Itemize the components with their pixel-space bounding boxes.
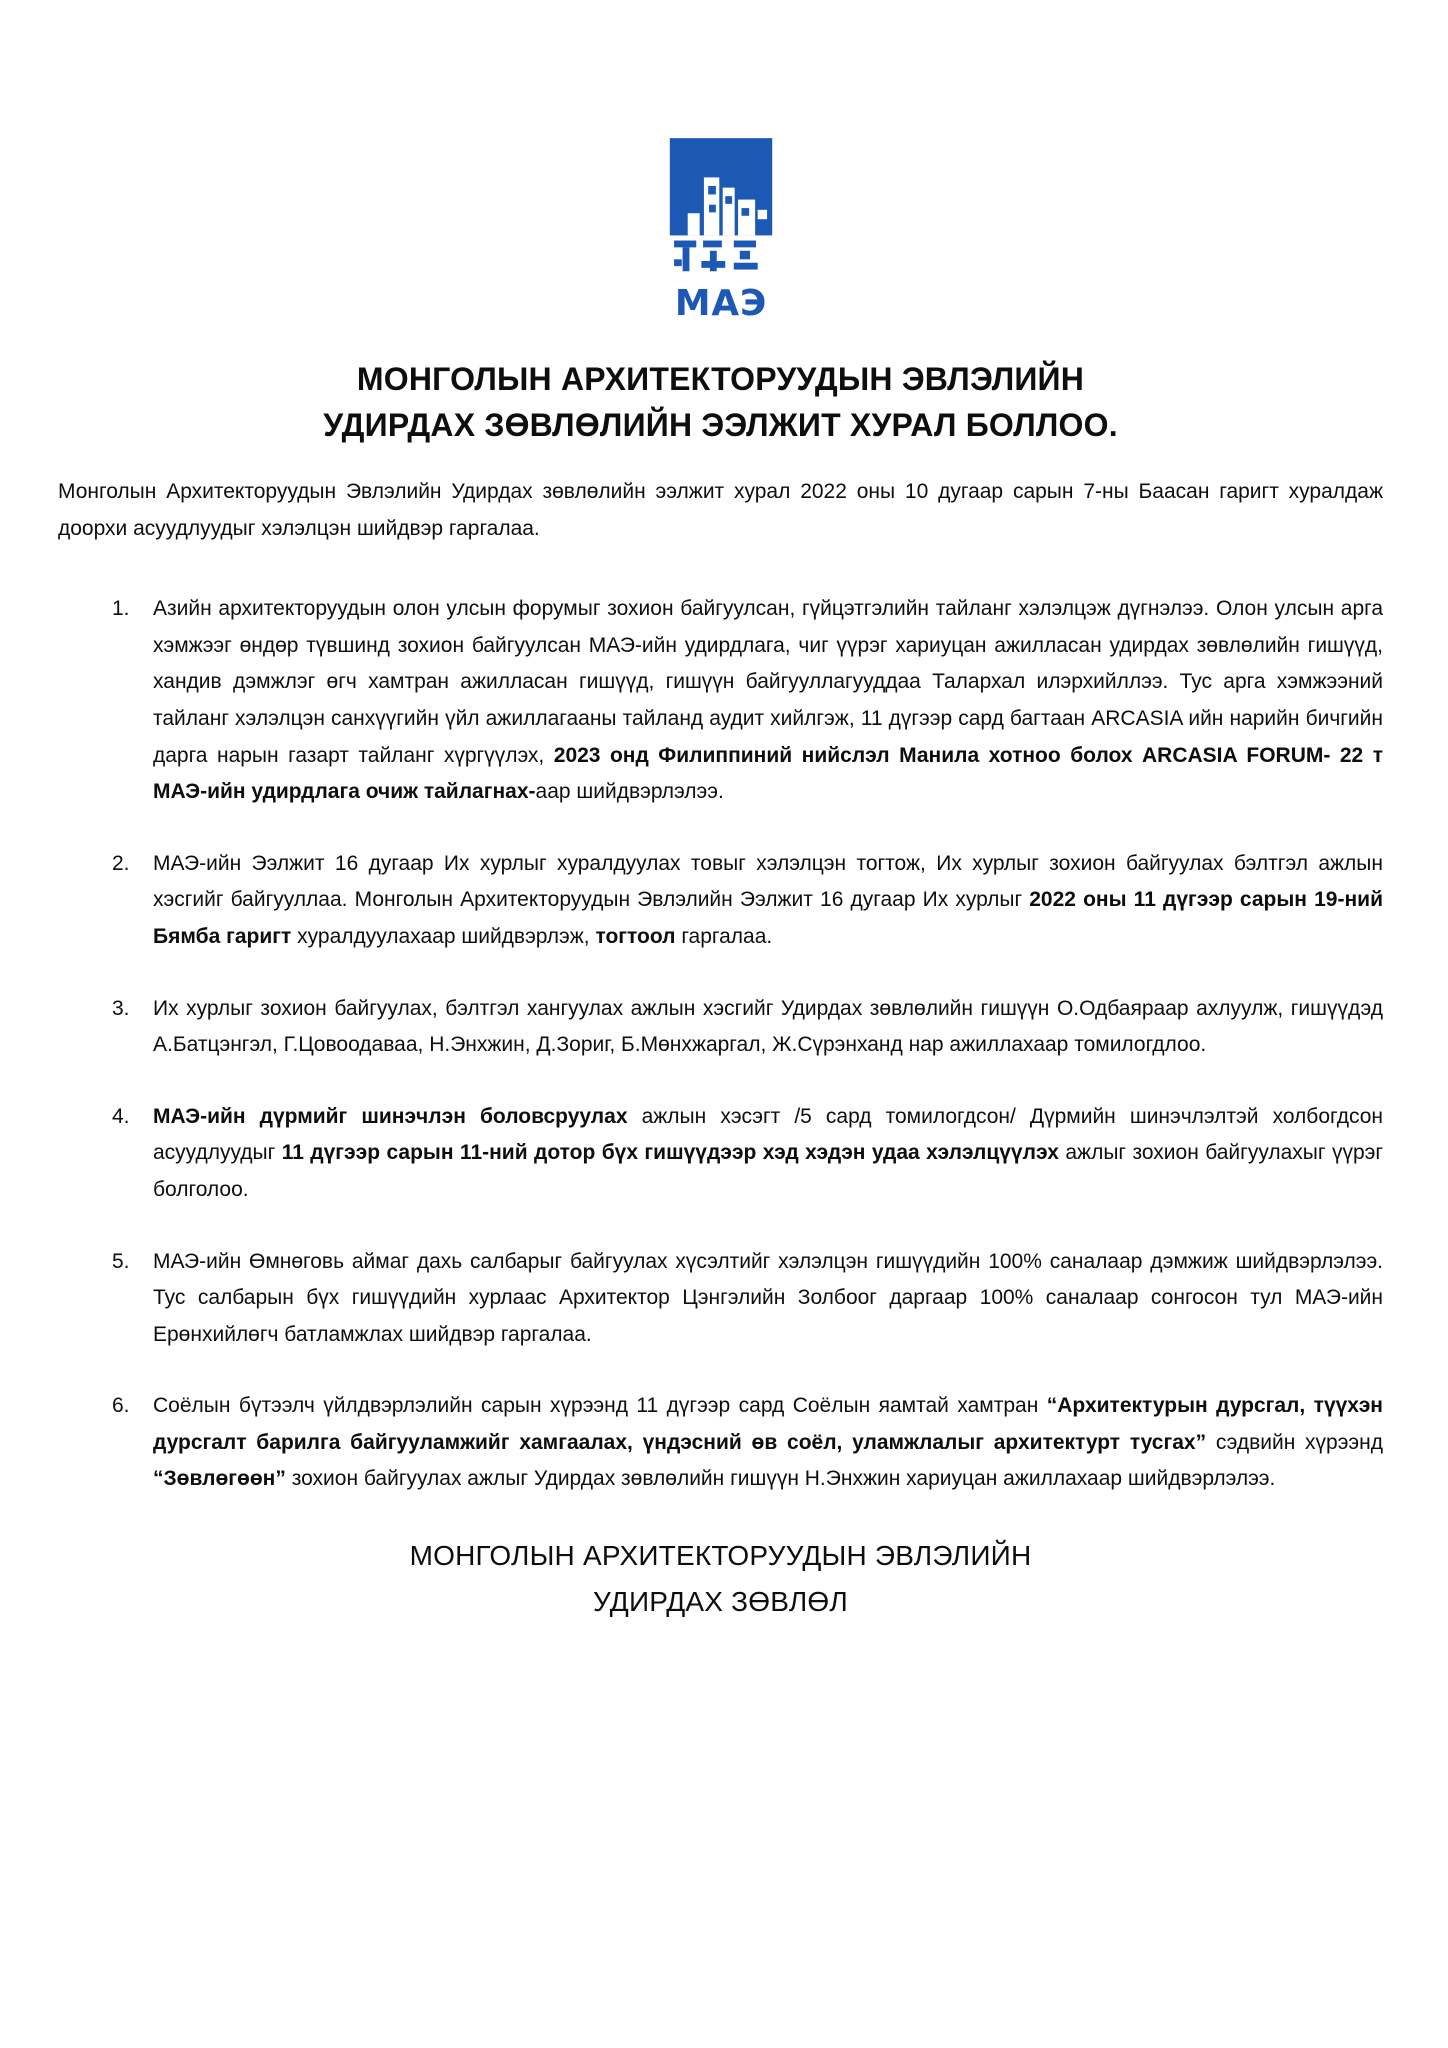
- intro-paragraph: Монголын Архитекторуудын Эвлэлийн Удирдах зөвлөлийн ээлжит хурал 2022 оны 10 дугаар сарын 7-ны Баасан гаригт хуралдаж доорхи асуудлуудыг хэлэлцэн шийдвэр гаргалаа.: [58, 480, 1383, 540]
- item-text-segment: МАЭ-ийн Өмнөговь аймаг дахь салбарыг байгуулах хүсэлтийг хэлэлцэн гишүүдийн 100% саналаар дэмжиж шийдвэрлэлээ. Тус салбарын бүх гишүүдийн хурлаас Архитектор Цэнгэлийн Золбоог даргаар 100% саналаар сонгосон тул МАЭ-ийн Ерөнхийлөгч батламжлах шийдвэр гаргалаа.: [153, 1249, 1383, 1346]
- resolution-item: [58, 846, 1383, 956]
- item-text-segment: ажлын хэсэгт /5 сард томилогдсон/ Дүрмийн шинэчлэлтэй холбогдсон асуудлуудыг: [153, 1104, 1383, 1165]
- item-number: 4.: [112, 1104, 130, 1128]
- item-number: 6.: [112, 1394, 130, 1418]
- item-text-bold-segment: 2023 онд Филиппиний нийслэл Манила хотноо болох ARCASIA FORUM- 22 т МАЭ-ийн удирдлага очиж тайлагнах-: [153, 743, 1383, 804]
- item-text-segment: зохион байгуулах ажлыг Удирдах зөвлөлийн гишүүн Н.Энхжин хариуцан ажиллахаар шийдвэрлэлээ.: [285, 1467, 1276, 1491]
- logo-acronym: МАЭ: [674, 282, 767, 324]
- resolution-item: [58, 991, 1383, 1064]
- signature-line-1: МОНГОЛЫН АРХИТЕКТОРУУДЫН ЭВЛЭЛИЙН: [409, 1540, 1032, 1572]
- item-text-segment: гаргалаа.: [675, 924, 773, 948]
- item-text-segment: Их хурлыг зохион байгуулах, бэлтгэл хангуулах ажлын хэсгийг Удирдах зөвлөлийн гишүүн О.Одбаяраар ахлуулж, гишүүдэд А.Батцэнгэл, Г.Цовоодаваа, Н.Энхжин, Д.Зориг, Б.Мөнхжаргал, Ж.Сүрэнханд нар ажиллахаар томилогдлоо.: [153, 996, 1383, 1057]
- item-text: [153, 1244, 1383, 1354]
- item-text-segment: хуралдуулахаар шийдвэрлэж,: [291, 924, 596, 948]
- item-text: [153, 1388, 1383, 1498]
- item-text-segment: сэдвийн хүрээнд: [1206, 1430, 1383, 1454]
- item-text-bold-segment: МАЭ-ийн дүрмийг шинэчлэн боловсруулах: [153, 1104, 628, 1128]
- item-text-bold-segment: “Зөвлөгөөн”: [153, 1467, 286, 1491]
- item-text: [153, 591, 1383, 811]
- resolution-item: [58, 1099, 1383, 1209]
- signature-line-2: УДИРДАХ ЗӨВЛӨЛ: [593, 1586, 848, 1618]
- item-text-bold-segment: 11 дүгээр сарын 11-ний дотор бүх гишүүдээр хэд хэдэн удаа хэлэлцүүлэх: [281, 1141, 1059, 1165]
- logo: [58, 138, 1383, 328]
- resolution-item: [58, 1388, 1383, 1498]
- item-text: [153, 846, 1383, 956]
- item-text-segment: МАЭ-ийн Ээлжит 16 дугаар Их хурлыг хуралдуулах товыг хэлэлцэн тогтож, Их хурлыг зохион байгуулах бэлтгэл ажлын хэсгийг байгууллаа. Монголын Архитекторуудын Эвлэлийн Ээлжит 16 дугаар Их хурлыг: [153, 851, 1383, 912]
- item-text: [153, 1099, 1383, 1209]
- item-text: [153, 991, 1383, 1064]
- item-text-bold-segment: “Архитектурын дурсгал, түүхэн дурсгалт барилга байгууламжийг хамгаалах, үндэсний өв соёл, уламжлалыг архитектурт тусгах”: [153, 1394, 1383, 1454]
- item-number: 3.: [112, 996, 130, 1020]
- item-text-bold-segment: 2022 оны 11 дүгээр сарын 19-ний Бямба гаригт: [153, 888, 1383, 948]
- item-text-segment: Соёлын бүтээлч үйлдвэрлэлийн сарын хүрээнд 11 дүгээр сард Соёлын яамтай хамтран: [153, 1394, 1047, 1418]
- resolution-item: [58, 1244, 1383, 1354]
- title-line-2: УДИРДАХ ЗӨВЛӨЛИЙН ЭЭЛЖИТ ХУРАЛ БОЛЛОО.: [323, 407, 1118, 443]
- resolution-list: [58, 591, 1383, 1498]
- resolution-item: [58, 591, 1383, 811]
- item-number: 5.: [112, 1249, 130, 1273]
- signature-block: [58, 1533, 1383, 1625]
- item-text-segment: аар шийдвэрлэлээ.: [535, 780, 724, 804]
- document-title: [58, 356, 1383, 448]
- item-text-segment: Азийн архитекторуудын олон улсын форумыг зохион байгуулсан, гүйцэтгэлийн тайланг хэлэлцэж дүгнэлээ. Олон улсын арга хэмжээг өндөр түвшинд зохион байгуулсан МАЭ-ийн удирдлага, чиг үүрэг хариуцан ажилласан удирдах зөвлөлийн гишүүд, хандив дэмжлэг өгч хамтран ажилласан гишүүд, гишүүн байгууллагууддаа Талархал илэрхийллээ. Тус арга хэмжээний тайланг хэлэлцэн санхүүгийн үйл ажиллагааны тайланд аудит хийлгэж, 11 дүгээр сард багтаан ARCASIA ийн нарийн бичгийн дарга нарын газарт тайланг хүргүүлэх,: [153, 597, 1383, 767]
- title-line-1: МОНГОЛЫН АРХИТЕКТОРУУДЫН ЭВЛЭЛИЙН: [356, 361, 1085, 397]
- item-number: 2.: [112, 851, 130, 875]
- item-number: 1.: [112, 597, 130, 621]
- item-text-segment: ажлыг зохион байгуулахыг үүрэг болголоо.: [153, 1141, 1383, 1201]
- item-text-bold-segment: тогтоол: [595, 924, 676, 948]
- logo-mark-icon: [657, 138, 785, 326]
